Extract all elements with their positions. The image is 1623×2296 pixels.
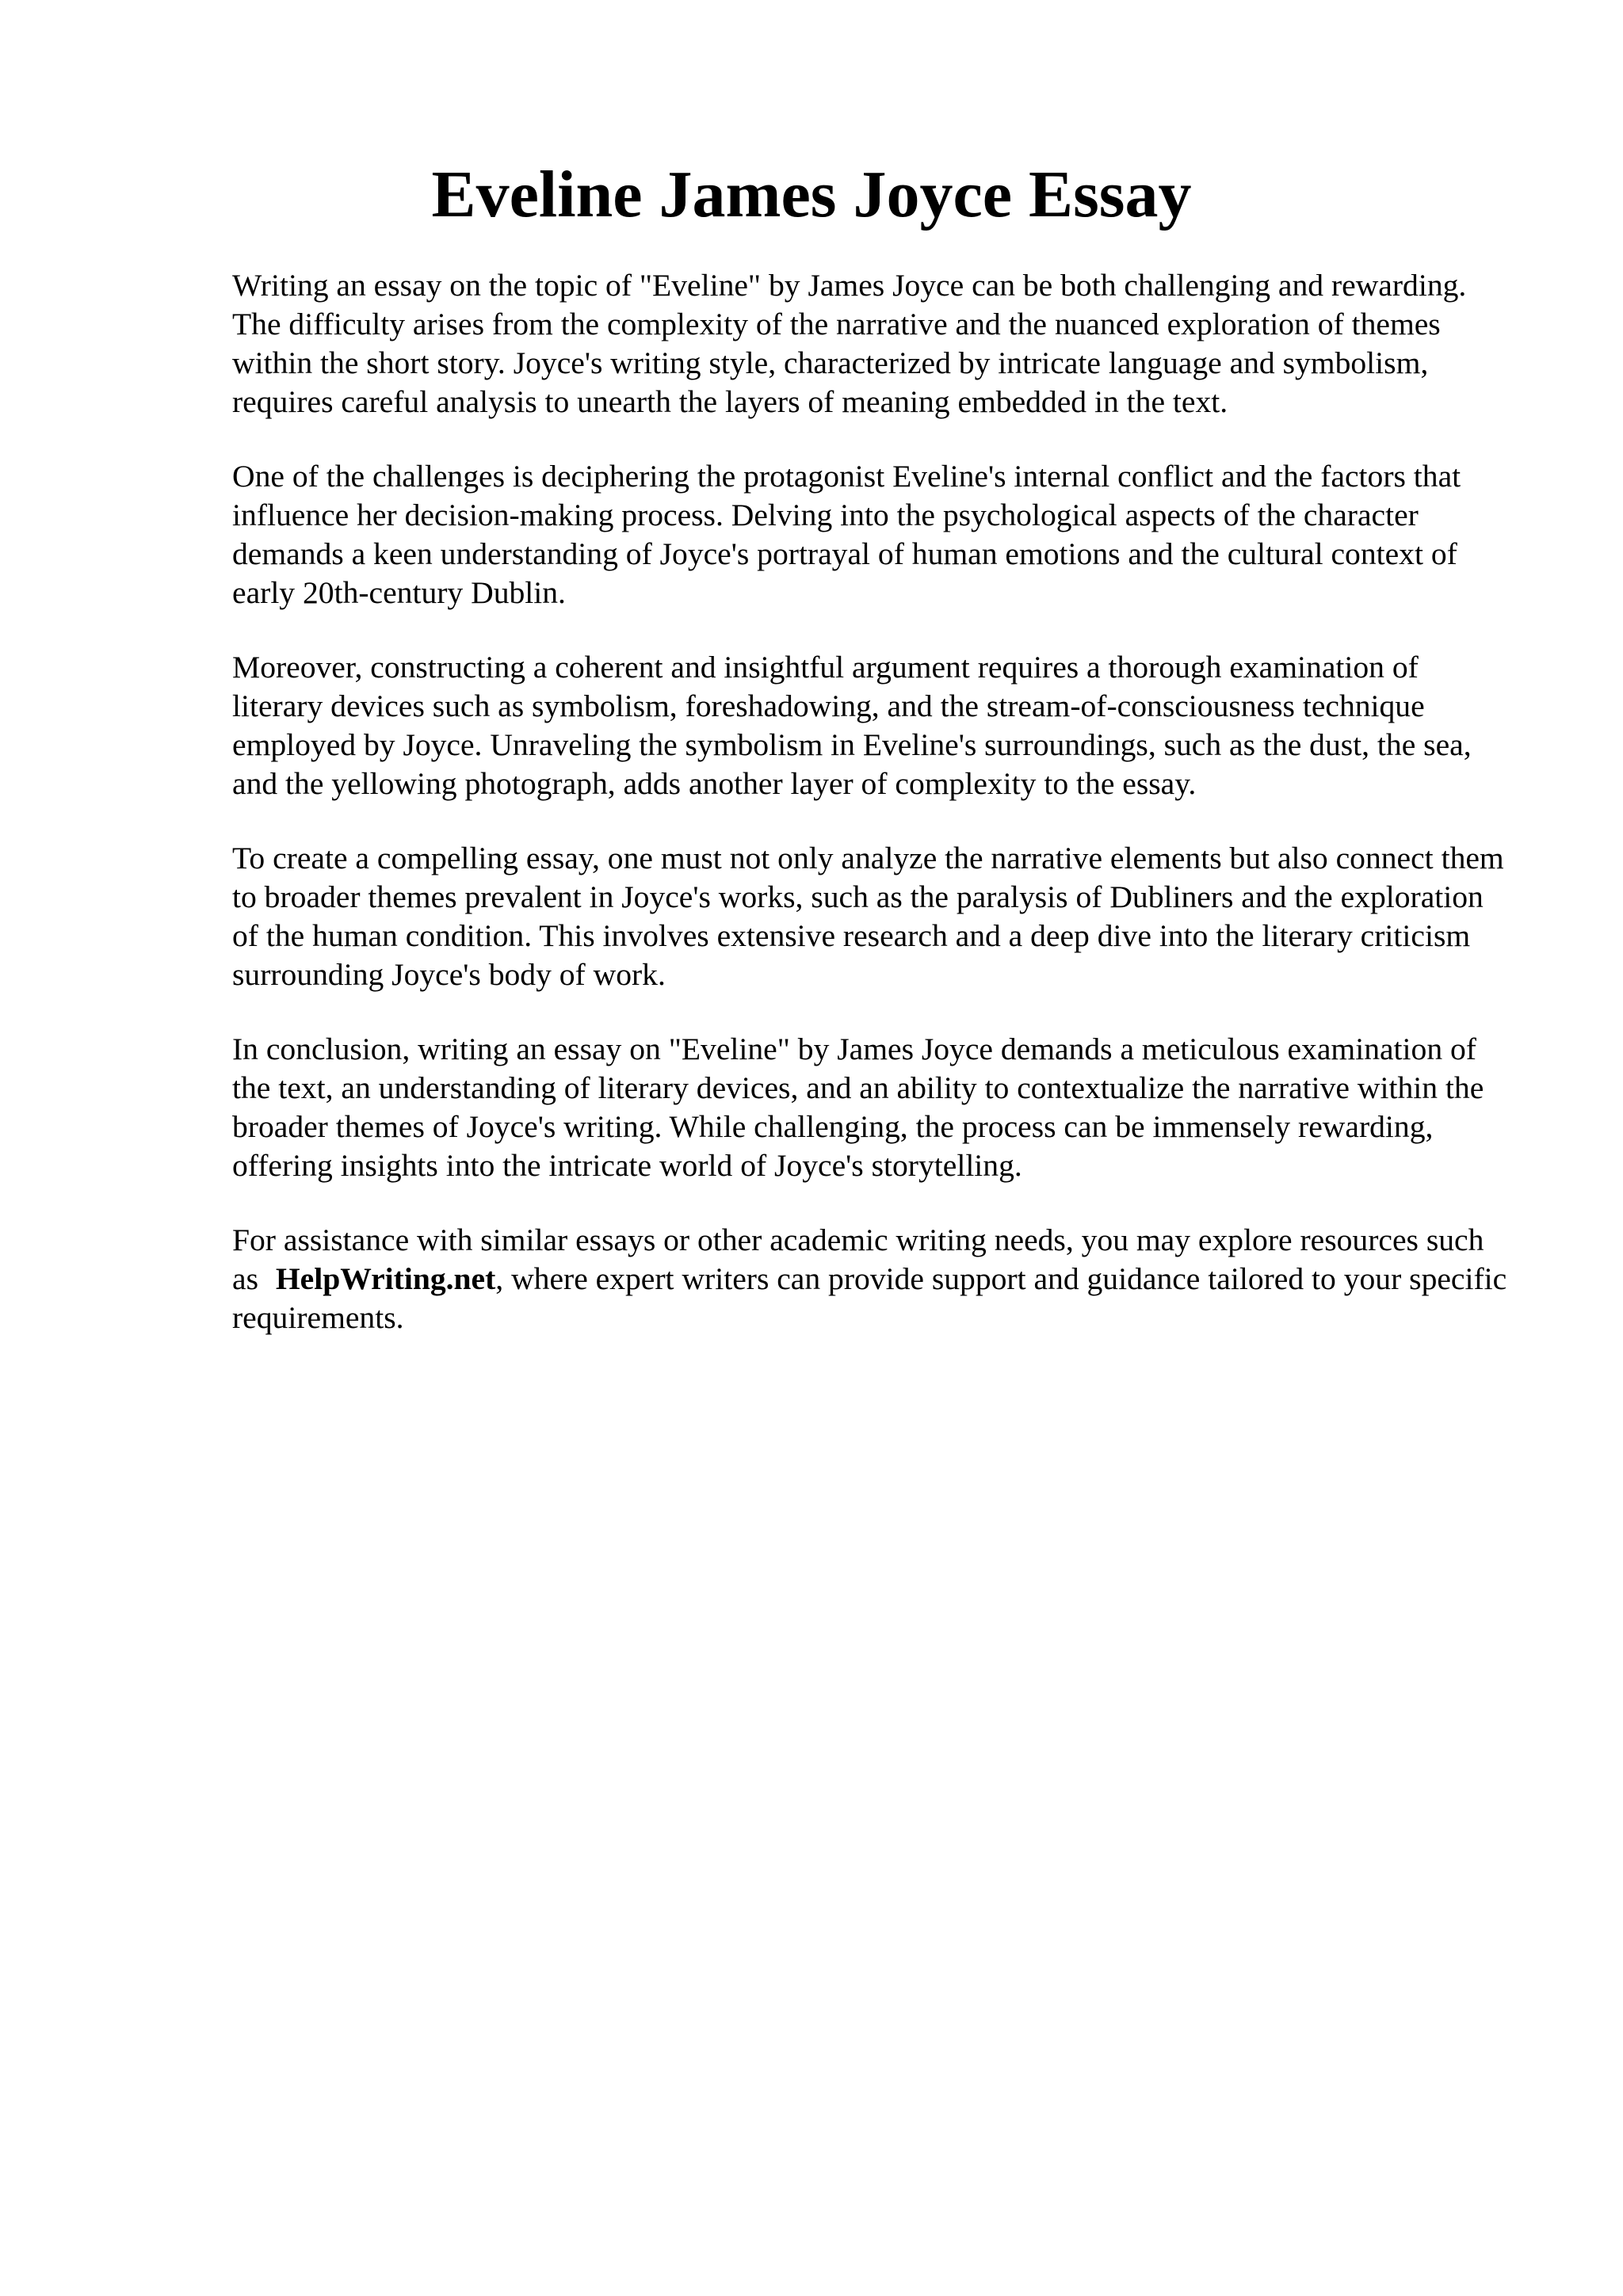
document-title: Eveline James Joyce Essay — [431, 158, 1192, 231]
paragraph-literary-devices: Moreover, constructing a coherent and insightful argument requires a thorough examination of literary devices such as symbolism, foreshadowing, and the stream-of-consciousness technique employed by Joyce. Unraveling the symbolism in Eveline's surroundings, such as the dust, the sea, and the yellowing photograph, adds another layer of complexity to the essay. — [232, 650, 1472, 801]
paragraph-conclusion: In conclusion, writing an essay on "Eveline" by James Joyce demands a meticulous examination of the text, an understanding of literary devices, and an ability to contextualize the narrative within the broader themes of Joyce's writing. While challenging, the process can be immensely rewarding, offering insights into the intricate world of Joyce's storytelling. — [232, 1032, 1484, 1183]
paragraph-broader-themes: To create a compelling essay, one must not only analyze the narrative elements but also connect them to broader themes prevalent in Joyce's works, such as the paralysis of Dubliners and the exploration of the human condition. This involves extensive research and a deep dive into the literary criticism surrounding Joyce's body of work. — [232, 841, 1504, 992]
closing-text-after: , where expert writers can provide support and guidance tailored to your specific requirements. — [232, 1261, 1507, 1335]
paragraph-closing — [232, 1221, 1516, 1337]
document-body — [232, 266, 1516, 1373]
paragraph-challenges: One of the challenges is deciphering the protagonist Eveline's internal conflict and the factors that influence her decision-making process. Delving into the psychological aspects of the character demands a keen understanding of Joyce's portrayal of human emotions and the cultural context of early 20th-century Dublin. — [232, 459, 1461, 610]
paragraph-intro: Writing an essay on the topic of "Eveline" by James Joyce can be both challenging and rewarding. The difficulty arises from the complexity of the narrative and the nuanced exploration of themes within the short story. Joyce's writing style, characterized by intricate language and symbolism, requires careful analysis to unearth the layers of meaning embedded in the text. — [232, 268, 1467, 419]
helpwriting-link[interactable]: HelpWriting.net — [275, 1261, 496, 1296]
closing-text-before: For assistance with similar essays or other academic writing needs, you may explore resources such as — [232, 1222, 1484, 1296]
